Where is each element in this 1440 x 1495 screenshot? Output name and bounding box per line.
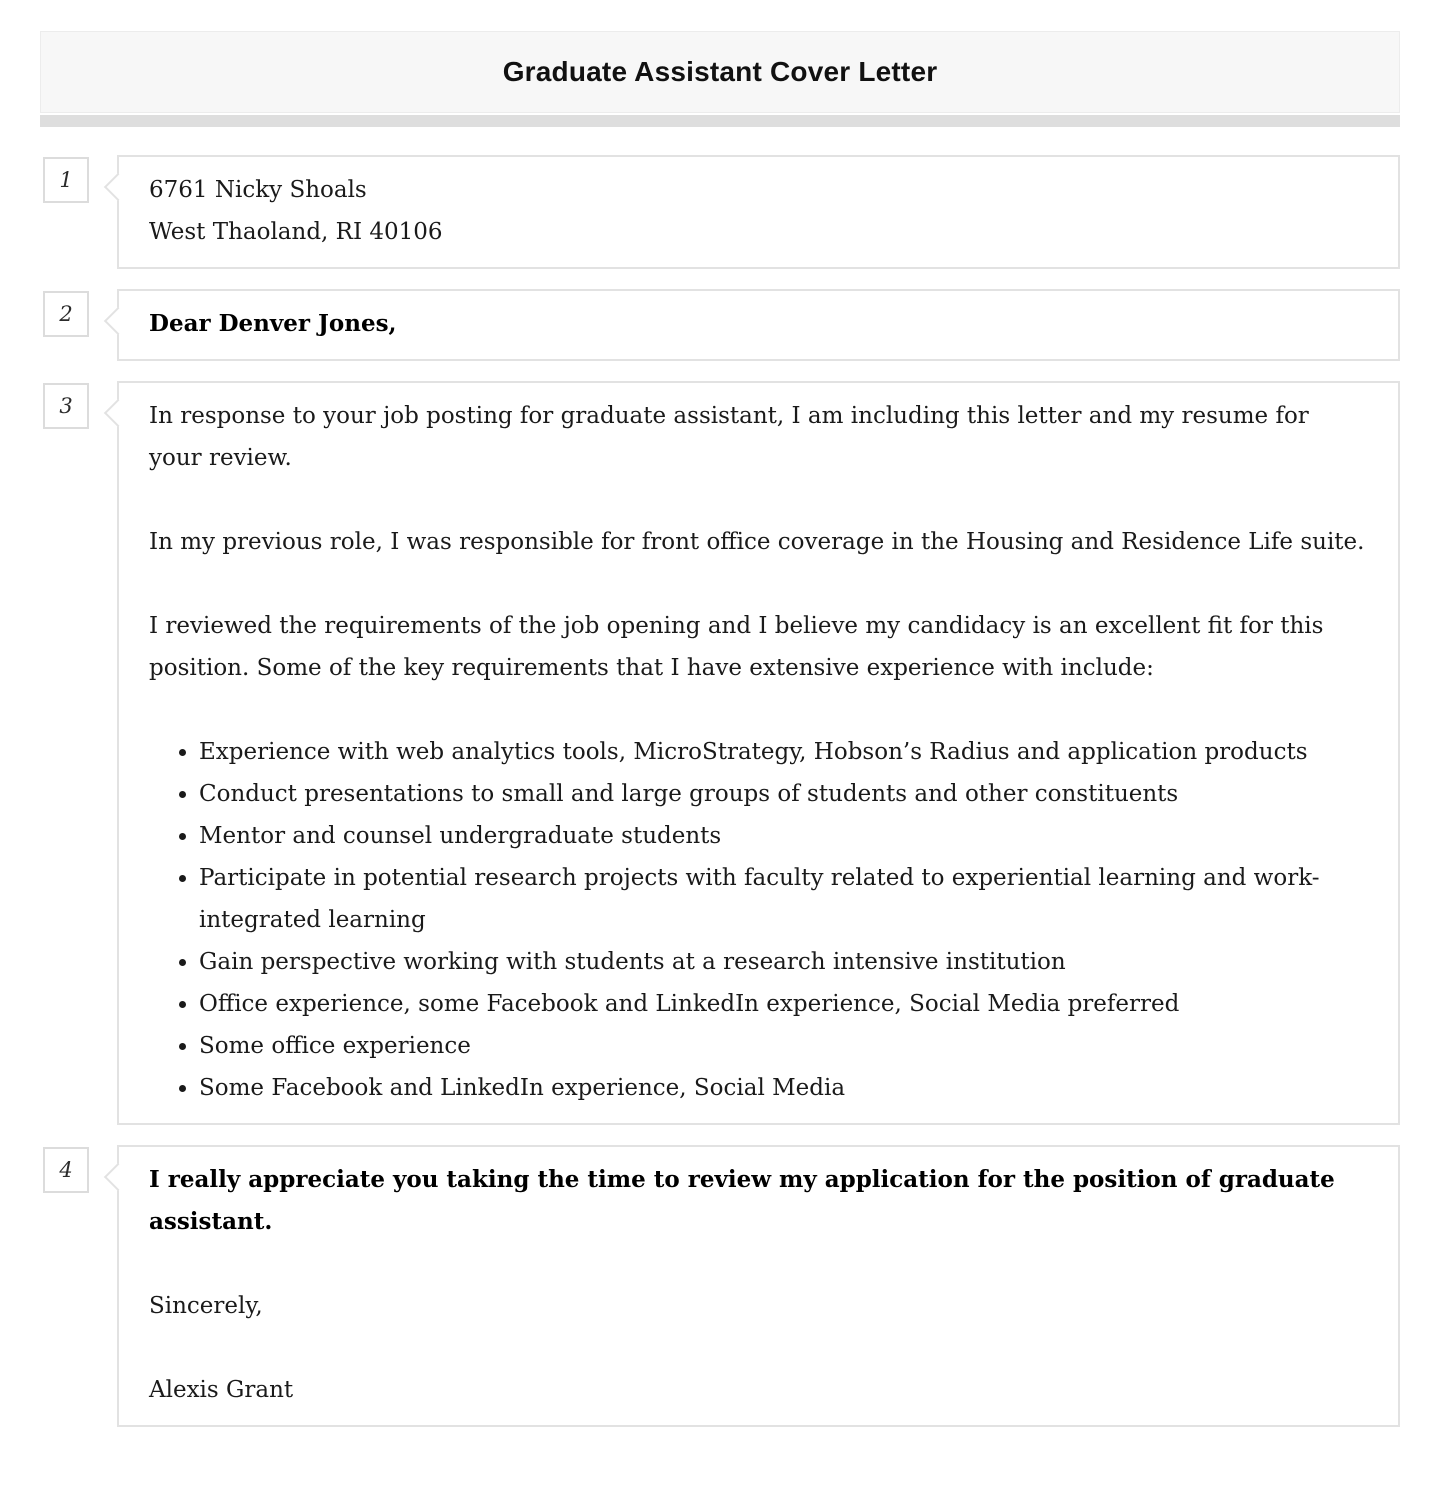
requirement-item: • Mentor and counsel undergraduate students [199,815,1368,857]
section-closing [40,1145,1400,1427]
requirements-list [149,731,1368,1109]
section-body [40,381,1400,1125]
body-bubble [117,381,1400,1125]
step-badge-2: 2 [43,291,89,337]
salutation-bubble [117,289,1400,361]
requirement-item: • Conduct presentations to small and large groups of students and other constituents [199,773,1368,815]
page-title: Graduate Assistant Cover Letter [502,56,938,87]
signature-name: Alexis Grant [149,1377,294,1403]
requirement-item: • Participate in potential research projects with faculty related to experiential learning and work-integrated learning [199,857,1368,941]
body-paragraph-1: In response to your job posting for graduate assistant, I am including this letter and my resume for your review. [149,403,1309,471]
closing-statement: I really appreciate you taking the time to review my application for the position of graduate assistant. [149,1166,1335,1235]
step-badge-1: 1 [43,157,89,203]
section-salutation [40,289,1400,361]
header-shadow-strip [40,115,1400,127]
requirement-item: • Gain perspective working with students at a research intensive institution [199,941,1368,983]
page-header [40,31,1400,113]
letter-sections [40,155,1400,1427]
requirement-item: • Office experience, some Facebook and LinkedIn experience, Social Media preferred [199,983,1368,1025]
body-paragraph-2: In my previous role, I was responsible for front office coverage in the Housing and Residence Life suite. [149,529,1365,555]
sender-address-bubble [117,155,1400,269]
step-badge-3: 3 [43,383,89,429]
requirement-item: • Experience with web analytics tools, MicroStrategy, Hobson’s Radius and application products [199,731,1368,773]
address-line-2: West Thaoland, RI 40106 [149,219,443,245]
section-sender-address [40,155,1400,269]
closing-bubble [117,1145,1400,1427]
step-badge-4: 4 [43,1147,89,1193]
requirement-item: • Some Facebook and LinkedIn experience, Social Media [199,1067,1368,1109]
signoff-text: Sincerely, [149,1293,263,1319]
body-paragraph-3: I reviewed the requirements of the job opening and I believe my candidacy is an excellent fit for this position. Some of the key requirements that I have extensive experience with include: [149,613,1324,681]
requirement-item: • Some office experience [199,1025,1368,1067]
salutation-text: Dear Denver Jones, [149,310,397,337]
address-line-1: 6761 Nicky Shoals [149,177,367,203]
